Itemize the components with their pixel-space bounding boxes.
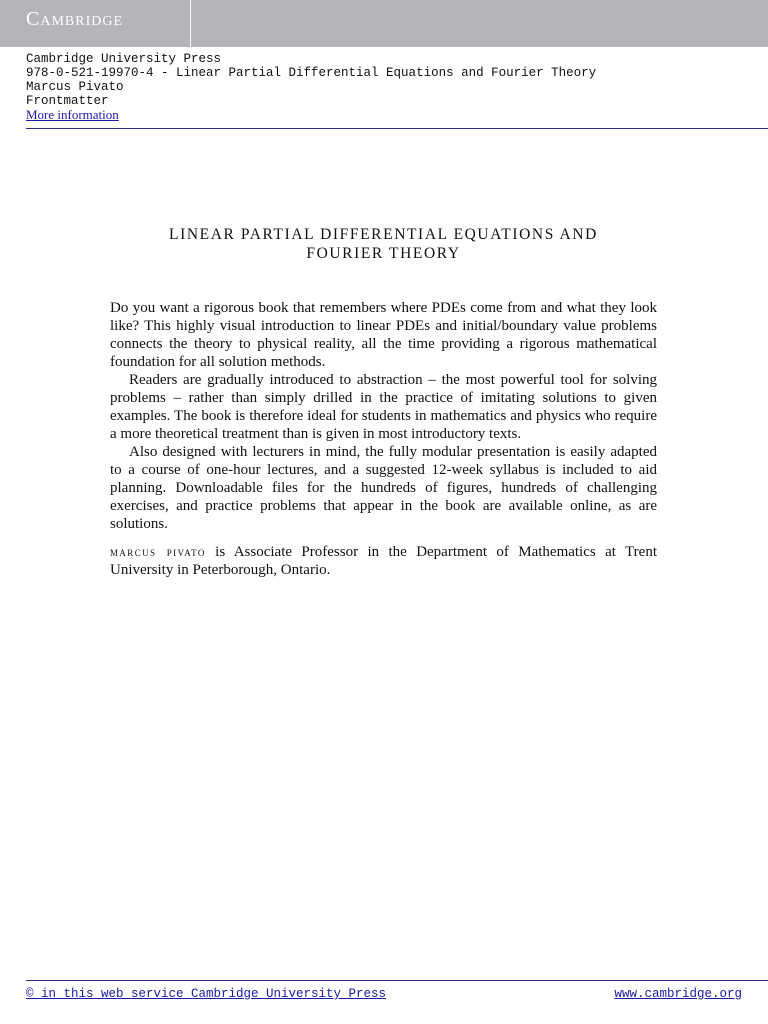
title-line-2: FOURIER THEORY <box>306 245 461 262</box>
copyright-link[interactable]: © in this web service Cambridge University Press <box>26 987 387 1001</box>
book-title <box>110 225 657 263</box>
description-paragraph: Also designed with lecturers in mind, the fully modular presentation is easily adapted to a course of one-hour lectures, and a suggested 12-week syllabus is included to aid planning. Downloadable files for the hundreds of figures, hundreds of challenging exercises, and practice problems that appear in the book are available online, as are solutions. <box>110 444 657 532</box>
book-description <box>110 299 657 579</box>
header-rule <box>26 128 768 129</box>
author-name: marcus pivato <box>110 544 206 559</box>
header-divider <box>190 0 191 47</box>
description-paragraph: Readers are gradually introduced to abstraction – the most powerful tool for solving problems – rather than simply drilled in the practice of imitating solutions to given examples. The book is therefore ideal for students in mathematics and physics who require a more theoretical treatment than is given in most introductory texts. <box>110 372 657 442</box>
title-line-1: LINEAR PARTIAL DIFFERENTIAL EQUATIONS AND <box>169 226 598 243</box>
footer-rule <box>26 980 768 981</box>
publisher-line: Cambridge University Press <box>26 52 222 66</box>
website-link[interactable]: www.cambridge.org <box>614 987 742 1001</box>
author-bio: is Associate Professor in the Department of Mathematics at Trent University in Peterborough, Ontario. <box>110 544 657 578</box>
author-bio-paragraph <box>110 543 657 579</box>
section-line: Frontmatter <box>26 94 109 108</box>
document-meta <box>26 52 596 123</box>
more-information-link[interactable]: More information <box>26 107 119 122</box>
header-bar <box>0 0 768 47</box>
cambridge-logo: Cambridge <box>26 8 124 30</box>
author-line: Marcus Pivato <box>26 80 124 94</box>
isbn-title-line: 978-0-521-19970-4 - Linear Partial Differential Equations and Fourier Theory <box>26 66 597 80</box>
description-paragraph: Do you want a rigorous book that remembers where PDEs come from and what they look like? This highly visual introduction to linear PDEs and initial/boundary value problems connects the theory to physical reality, all the time providing a rigorous mathematical foundation for all solution methods. <box>110 300 657 370</box>
